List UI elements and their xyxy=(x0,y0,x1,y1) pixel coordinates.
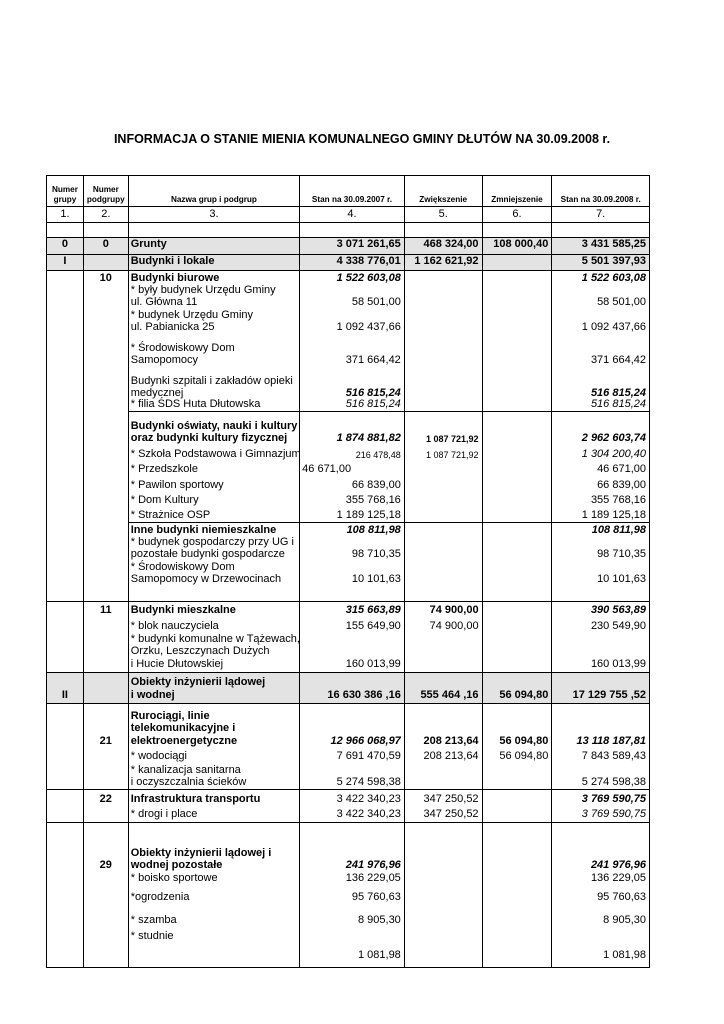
increase-cell xyxy=(405,271,483,601)
state-2008: 390 563,89 xyxy=(590,604,646,616)
column-index-row xyxy=(46,207,650,223)
group-number: 0 xyxy=(47,238,84,254)
subgroup-number: 10 xyxy=(99,272,112,284)
state-2008: 516 815,24 xyxy=(590,387,646,399)
row-name: * blok nauczyciela xyxy=(130,620,219,632)
subgroup-number: 11 xyxy=(99,604,112,616)
row-name: * studnie xyxy=(130,930,174,942)
header-state-2008: Stan na 30.09.2008 r. xyxy=(560,195,641,204)
row-name: * budynek gospodarczy przy UG i xyxy=(130,536,294,548)
state-2007: 12 966 068,97 xyxy=(330,735,401,747)
row-name: * Strażnice OSP xyxy=(130,509,211,521)
row-name: Obiekty inżynierii lądowej i xyxy=(130,847,272,859)
increase: 208 213,64 xyxy=(423,750,479,762)
row-name: * Szkoła Podstawowa i Gimnazjum xyxy=(130,448,301,460)
row-name: Budynki szpitali i zakładów opieki xyxy=(130,375,293,387)
increase: 347 250,52 xyxy=(423,793,479,805)
table-row-grunty xyxy=(46,237,650,254)
state-2008: 98 710,35 xyxy=(597,548,646,560)
state-2008: 17 129 755 ,52 xyxy=(572,689,646,701)
state-2008: 160 013,99 xyxy=(590,658,646,670)
subgroup-29-block xyxy=(46,822,650,968)
state-2007: 3 422 340,23 xyxy=(336,793,401,805)
state-2008: 5 274 598,38 xyxy=(581,776,646,788)
state-2008: 241 976,96 xyxy=(590,859,646,871)
page-title: INFORMACJA O STANIE MIENIA KOMUNALNEGO GMINY DŁUTÓW NA 30.09.2008 r. xyxy=(113,132,611,146)
subgroup-number: 0 xyxy=(84,238,129,254)
header-subgroup-number: Numer podgrupy xyxy=(84,176,129,206)
state-2007: 241 976,96 xyxy=(345,859,401,871)
state-2008: 66 839,00 xyxy=(597,479,646,491)
state-2008: 2 962 603,74 xyxy=(581,432,646,444)
state-2007: 7 691 470,59 xyxy=(336,750,401,762)
table-header xyxy=(46,175,650,207)
state-2007: 1 522 603,08 xyxy=(336,272,401,284)
state-2007: 5 274 598,38 xyxy=(336,776,401,788)
row-name: Infrastruktura transportu xyxy=(130,793,261,805)
state-2008: 136 229,05 xyxy=(590,872,646,884)
increase: 74 900,00 xyxy=(429,604,479,616)
state-2007: 1 189 125,18 xyxy=(336,509,401,521)
header-decrease: Zmniejszenie xyxy=(483,176,553,206)
state-2008: 1 081,98 xyxy=(603,949,646,961)
state-2008: 10 101,63 xyxy=(597,573,646,585)
state-2007: 1 081,98 xyxy=(357,949,401,961)
state-2008: 108 811,98 xyxy=(591,524,646,536)
state-2007: 8 905,30 xyxy=(357,914,401,926)
state-2007: 3 071 261,65 xyxy=(300,238,405,254)
row-name: elektroenergetyczne xyxy=(130,735,238,747)
names-cell xyxy=(129,271,300,601)
header-name: Nazwa grup i podgrup xyxy=(129,176,300,206)
col-index: 4. xyxy=(300,207,405,222)
row-name: ul. Pabianicka 25 xyxy=(130,321,215,333)
state-2007: 1 092 437,66 xyxy=(336,321,401,333)
row-name: * Przedszkole xyxy=(130,463,198,475)
increase: 1 162 621,92 xyxy=(405,255,483,270)
row-name: * były budynek Urzędu Gminy xyxy=(130,284,276,296)
state-2007: 371 664,42 xyxy=(345,354,401,366)
row-name: i Hucie Dłutowskiej xyxy=(130,658,224,670)
state-2008: 230 549,90 xyxy=(590,620,646,632)
row-name: * filia ŚDS Huta Dłutowska xyxy=(130,398,261,410)
state-2008: 95 760,63 xyxy=(597,891,646,903)
row-name: Budynki mieszkalne xyxy=(130,604,236,616)
state-2008: 516 815,24 xyxy=(590,398,646,410)
state-2007: 160 013,99 xyxy=(345,658,401,670)
state-2007: 46 671,00 xyxy=(302,463,352,475)
row-name: Obiekty inżynierii lądowej xyxy=(130,676,266,688)
row-name: * boisko sportowe xyxy=(130,872,218,884)
decrease-cell xyxy=(483,271,553,601)
state-2008: 1 092 437,66 xyxy=(581,321,646,333)
decrease: 108 000,40 xyxy=(483,238,553,254)
state-2008: 371 664,42 xyxy=(590,354,646,366)
state-2007: 136 229,05 xyxy=(345,872,401,884)
row-name: Samopomocy w Drzewocinach xyxy=(130,573,282,585)
decrease: 56 094,80 xyxy=(499,735,549,747)
increase: 208 213,64 xyxy=(423,735,479,747)
row-name: pozostałe budynki gospodarcze xyxy=(130,548,285,560)
state-2007: 155 649,90 xyxy=(345,620,401,632)
state-2007: 66 839,00 xyxy=(351,479,401,491)
row-name: Budynki i lokale xyxy=(129,255,300,270)
row-name: telekomunikacyjne i xyxy=(130,722,236,734)
state-2007: 315 663,89 xyxy=(345,604,401,616)
row-name: Grunty xyxy=(129,238,300,254)
decrease: 56 094,80 xyxy=(499,689,549,701)
header-group-number: Numer grupy xyxy=(47,176,84,206)
increase: 1 087 721,92 xyxy=(426,450,479,460)
row-name: * Dom Kultury xyxy=(130,494,199,506)
header-increase: Zwiększenie xyxy=(405,176,483,206)
row-name: * Środowiskowy Dom xyxy=(130,342,235,354)
state-2008: 8 905,30 xyxy=(603,914,646,926)
state-2008: 1 522 603,08 xyxy=(581,272,646,284)
state-2008: 3 431 585,25 xyxy=(581,238,646,250)
subgroup-22-block xyxy=(46,789,650,822)
row-name: Samopomocy xyxy=(130,354,198,366)
row-name: * budynek Urzędu Gminy xyxy=(130,309,254,321)
state-2008: 1 189 125,18 xyxy=(581,509,646,521)
row-name: Budynki biurowe xyxy=(130,272,220,284)
subgroup-cell xyxy=(84,271,129,601)
row-name: * wodociągi xyxy=(130,750,187,762)
increase: 555 464 ,16 xyxy=(420,689,479,701)
subgroup-21-block xyxy=(46,704,650,789)
state-2008: 3 769 590,75 xyxy=(581,793,646,805)
state-2007: 516 815,24 xyxy=(345,398,401,410)
subgroup-11-block xyxy=(46,601,650,672)
row-name: * drogi i place xyxy=(130,808,198,820)
property-table xyxy=(46,175,650,968)
state-2008-cell xyxy=(552,271,649,601)
col-index: 1. xyxy=(47,207,84,222)
row-name: i oczyszczalnia ścieków xyxy=(130,776,247,788)
row-name: Budynki oświaty, nauki i kultury xyxy=(130,420,298,432)
table-row-group-2 xyxy=(46,672,650,704)
state-2008: 5 501 397,93 xyxy=(581,255,646,267)
state-2008: 46 671,00 xyxy=(597,463,646,475)
subgroup-number: 22 xyxy=(99,793,112,805)
col-index: 7. xyxy=(596,208,606,220)
row-name: * Pawilon sportowy xyxy=(130,479,224,491)
state-2007: 1 874 881,82 xyxy=(336,432,401,444)
row-name: Inne budynki niemieszkalne xyxy=(130,524,277,536)
group-number: I xyxy=(47,255,84,270)
increase: 1 087 721,92 xyxy=(426,434,479,444)
state-2008: 13 118 187,81 xyxy=(576,735,646,747)
state-2008: 355 768,16 xyxy=(590,494,646,506)
state-2007: 216 478,48 xyxy=(355,450,401,460)
state-2007: 10 101,63 xyxy=(351,573,401,585)
row-name: * budynki komunalne w Tążewach, xyxy=(130,633,300,645)
col-index: 3. xyxy=(129,207,300,222)
subgroup-10-block xyxy=(46,271,650,601)
state-2008: 1 304 200,40 xyxy=(581,448,646,460)
col-index: 5. xyxy=(405,207,483,222)
group-number: II xyxy=(61,689,68,701)
state-2008: 58 501,00 xyxy=(597,296,646,308)
increase: 347 250,52 xyxy=(423,808,479,820)
state-2007: 355 768,16 xyxy=(345,494,401,506)
row-name: medycznej xyxy=(130,387,184,399)
state-2007: 3 422 340,23 xyxy=(336,808,401,820)
spacer-row xyxy=(46,223,650,237)
row-name: Orzku, Leszczynach Dużych xyxy=(130,645,270,657)
row-name: * szamba xyxy=(130,914,177,926)
row-name: *ogrodzenia xyxy=(130,891,190,903)
state-2008: 7 843 589,43 xyxy=(581,750,646,762)
state-2007: 108 811,98 xyxy=(346,524,401,536)
subgroup-number: 29 xyxy=(99,859,112,871)
subgroup-number: 21 xyxy=(99,735,112,747)
state-2008: 3 769 590,75 xyxy=(581,808,646,820)
row-name: * kanalizacja sanitarna xyxy=(130,764,241,776)
decrease: 56 094,80 xyxy=(499,750,549,762)
row-name: * Środowiskowy Dom xyxy=(130,561,235,573)
row-name: wodnej pozostałe xyxy=(130,859,223,871)
state-2007-cell xyxy=(300,271,405,601)
state-2007: 95 760,63 xyxy=(351,891,401,903)
table-row-lokale xyxy=(46,254,650,271)
increase: 74 900,00 xyxy=(429,620,479,632)
col-index: 2. xyxy=(84,207,129,222)
row-name: oraz budynki kultury fizycznej xyxy=(130,432,288,444)
col-index: 6. xyxy=(483,207,553,222)
row-name: i wodnej xyxy=(130,689,175,701)
state-2007: 58 501,00 xyxy=(351,296,401,308)
row-name: Rurociągi, linie xyxy=(130,710,210,722)
header-state-2007: Stan na 30.09.2007 r. xyxy=(300,176,405,206)
state-2007: 516 815,24 xyxy=(345,387,401,399)
state-2007: 98 710,35 xyxy=(351,548,401,560)
increase: 468 324,00 xyxy=(405,238,483,254)
row-name: ul. Główna 11 xyxy=(130,296,198,308)
state-2007: 4 338 776,01 xyxy=(300,255,405,270)
state-2007: 16 630 386 ,16 xyxy=(327,689,401,701)
